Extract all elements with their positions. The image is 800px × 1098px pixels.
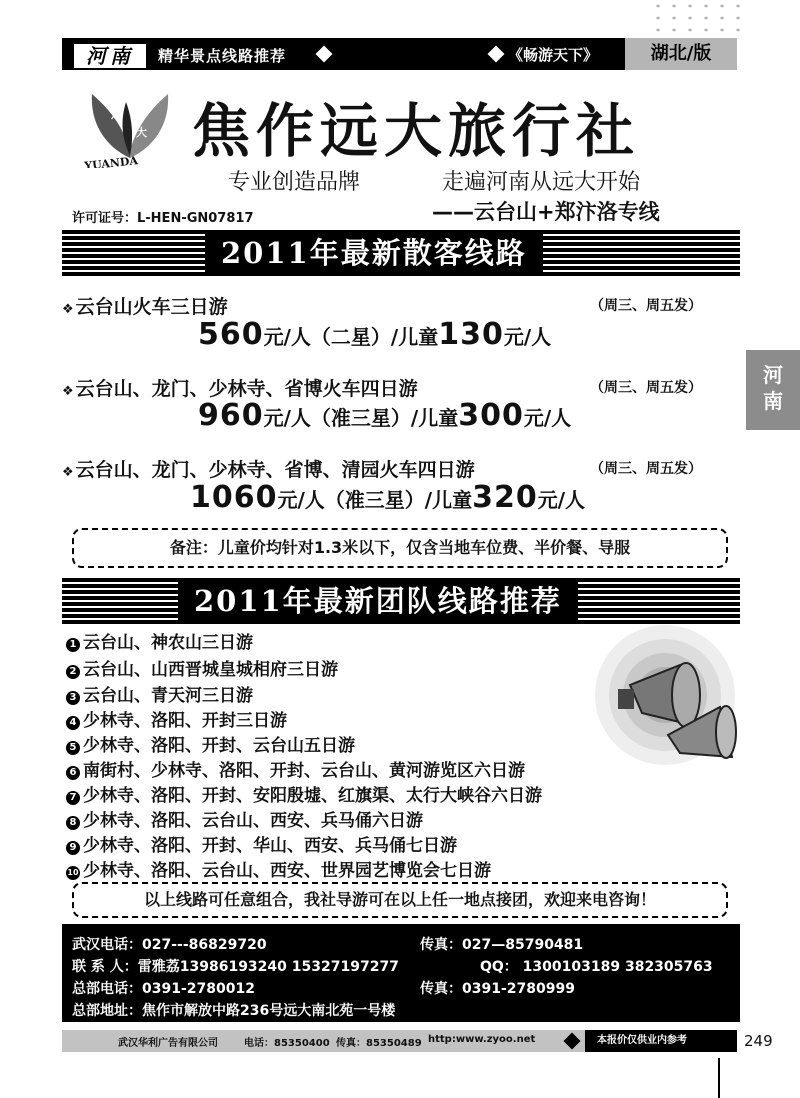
route-departure-days: （周三、周五发）	[590, 380, 702, 396]
region-tag: 河南	[72, 42, 148, 70]
route-departure-days: （周三、周五发）	[590, 461, 702, 477]
qq-numbers: QQ： 1300103189 382305763	[480, 959, 713, 975]
route-price: 560元/人（二星）/儿童130元/人	[198, 317, 552, 352]
decorative-dots	[650, 0, 742, 36]
route-price: 960元/人（准三星）/儿童300元/人	[198, 398, 572, 433]
child-price-note: 备注：儿童价均针对1.3米以下，仅含当地车位费、半价餐、导服	[72, 528, 728, 568]
divider	[718, 1058, 720, 1098]
hq-address: 总部地址：焦作市解放中路236号远大南北苑一号楼	[72, 1003, 396, 1019]
list-item: 7 少林寺、洛阳、开封、安阳殷墟、红旗渠、太行大峡谷六日游	[66, 781, 542, 806]
hq-fax: 传真：0391-2780999	[420, 981, 575, 997]
page-number: 249	[744, 1032, 773, 1050]
footer-agency: 武汉华利广告有限公司	[118, 1038, 218, 1049]
list-item: 5 少林寺、洛阳、开封、云台山五日游	[66, 731, 355, 756]
svg-text:远: 远	[111, 108, 122, 121]
footer-fax: 传真：85350489	[336, 1038, 422, 1049]
footer-phone: 电话：85350400	[244, 1038, 330, 1049]
list-item: 2 云台山、山西晋城皇城相府三日游	[66, 655, 338, 680]
edition-label: 湖北/版	[625, 38, 737, 70]
series-title: 《畅游天下》	[508, 46, 599, 64]
list-item: 8 少林寺、洛阳、云台山、西安、兵马俑六日游	[66, 806, 423, 831]
section-title-group: 2011年最新团队线路推荐	[178, 580, 578, 622]
route-price: 1060元/人（准三星）/儿童320元/人	[190, 480, 586, 515]
footer-url: http:www.zyoo.net	[428, 1034, 536, 1045]
license-number: 许可证号：L-HEN-GN07817	[72, 211, 254, 226]
bullet-icon: ❖	[62, 465, 74, 480]
wuhan-phone: 武汉电话：027---86829720	[72, 937, 267, 953]
route-departure-days: （周三、周五发）	[590, 298, 702, 314]
svg-text:YUANDA: YUANDA	[83, 154, 139, 168]
route-name: ❖ 云台山、龙门、少林寺、省博、清园火车四日游	[62, 459, 475, 481]
company-name: 焦作远大旅行社	[192, 97, 641, 165]
footer-disclaimer: 本报价仅供业内参考	[585, 1030, 737, 1052]
bullet-icon: ❖	[62, 384, 74, 399]
company-logo	[78, 88, 183, 168]
section-title-individual: 2011年最新散客线路	[205, 232, 543, 274]
list-item: 9 少林寺、洛阳、开封、华山、西安、兵马俑七日游	[66, 831, 457, 856]
list-item: 10 少林寺、洛阳、云台山、西安、世界园艺博览会七日游	[67, 861, 491, 881]
wing-logo-icon	[78, 88, 183, 168]
list-item: 3 云台山、青天河三日游	[66, 681, 253, 706]
route-name: ❖ 云台山火车三日游	[62, 296, 228, 318]
contact-panel	[62, 924, 740, 1022]
combination-note: 以上线路可任意组合，我社导游可在以上任一地点接团，欢迎来电咨询！	[72, 882, 728, 918]
list-item: 4 少林寺、洛阳、开封三日游	[66, 706, 287, 731]
contact-person: 联 系 人：雷雅荔13986193240 15327197277	[72, 959, 399, 975]
wuhan-fax: 传真：027—85790481	[420, 937, 584, 953]
route-name: ❖ 云台山、龙门、少林寺、省博火车四日游	[62, 378, 418, 400]
header-slogan: 精华景点线路推荐	[158, 47, 287, 65]
hq-phone: 总部电话：0391-2780012	[72, 981, 255, 997]
list-item: 6 南街村、少林寺、洛阳、开封、云台山、黄河游览区六日游	[66, 756, 525, 781]
specialty-line: ——云台山+郑汴洛专线	[432, 200, 660, 224]
tagline-travel: 走遍河南从远大开始	[442, 170, 641, 195]
side-region-tab: 河南	[746, 350, 800, 430]
svg-text:大: 大	[136, 126, 147, 139]
megaphone-illustration	[590, 625, 740, 775]
list-item: 1 云台山、神农山三日游	[66, 628, 253, 653]
bullet-icon: ❖	[62, 302, 74, 317]
megaphone-icon	[590, 625, 740, 775]
tagline-brand: 专业创造品牌	[228, 170, 361, 195]
